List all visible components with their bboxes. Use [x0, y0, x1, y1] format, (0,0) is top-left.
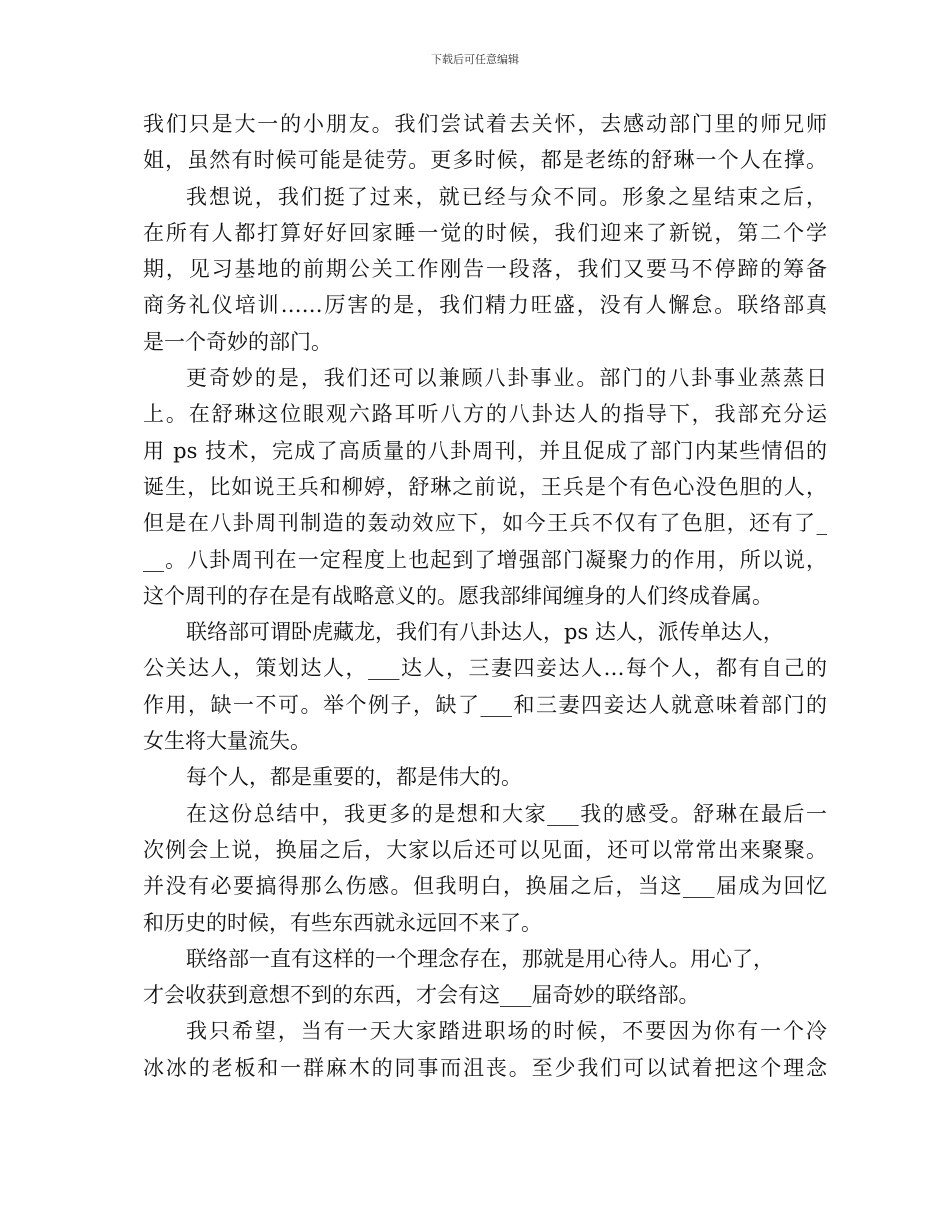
text-line: 并没有必要搞得那么伤感。但我明白，换届之后，当这___届成为回忆: [143, 874, 827, 899]
text-line: 才会收获到意想不到的东西，才会有这___届奇妙的联络部。: [143, 983, 700, 1008]
text-line: 我们只是大一的小朋友。我们尝试着去关怀，去感动部门里的师兄师: [143, 112, 827, 136]
text-line: 期，见习基地的前期公关工作刚告一段落，我们又要马不停蹄的筹备: [143, 257, 827, 282]
page-header-note: 下载后可任意编辑: [431, 53, 519, 66]
text-line: 用 ps 技术，完成了高质量的八卦周刊，并且促成了部门内某些情侣的: [143, 438, 827, 463]
text-line: 商务礼仪培训……厉害的是，我们精力旺盛，没有人懈怠。联络部真: [143, 293, 827, 318]
text-line: 但是在八卦周刊制造的轰动效应下，如今王兵不仅有了色胆，还有了_: [143, 511, 827, 536]
text-line: 上。在舒琳这位眼观六路耳听八方的八卦达人的指导下，我部充分运: [143, 402, 827, 427]
text-line: 作用，缺一不可。举个例子，缺了___和三妻四妾达人就意味着部门的: [143, 692, 827, 717]
text-line: 是一个奇妙的部门。: [143, 329, 332, 354]
document-body: [143, 106, 827, 1086]
text-line: 和历史的时候，有些东西就永远回不来了。: [143, 910, 542, 935]
text-line: 冰冰的老板和一群麻木的同事而沮丧。至少我们可以试着把这个理念: [143, 1055, 827, 1080]
text-line: 联络部一直有这样的一个理念存在，那就是用心待人。用心了，: [186, 946, 774, 971]
text-line: 诞生，比如说王兵和柳婷，舒琳之前说，王兵是个有色心没色胆的人，: [143, 474, 827, 499]
text-line: 姐，虽然有时候可能是徒劳。更多时候，都是老练的舒琳一个人在撑。: [143, 148, 827, 173]
text-line: 次例会上说，换届之后，大家以后还可以见面，还可以常常出来聚聚。: [143, 837, 827, 862]
text-line: 在这份总结中，我更多的是想和大家___我的感受。舒琳在最后一: [186, 801, 827, 826]
text-line: 女生将大量流失。: [143, 729, 311, 754]
text-line: 我想说，我们挺了过来，就已经与众不同。形象之星结束之后，: [186, 184, 827, 209]
text-line: 在所有人都打算好好回家睡一觉的时候，我们迎来了新锐，第二个学: [143, 220, 827, 245]
text-line: 公关达人，策划达人，___达人，三妻四妾达人…每个人，都有自己的: [143, 656, 827, 681]
text-line: 这个周刊的存在是有战略意义的。愿我部绯闻缠身的人们终成眷属。: [143, 583, 773, 608]
text-line: 我只希望，当有一天大家踏进职场的时候，不要因为你有一个冷: [186, 1019, 827, 1044]
text-line: 联络部可谓卧虎藏龙，我们有八卦达人，ps 达人，派传单达人，: [186, 620, 784, 645]
text-line: 每个人，都是重要的，都是伟大的。: [186, 765, 522, 790]
text-line: __。八卦周刊在一定程度上也起到了增强部门凝聚力的作用，所以说，: [143, 547, 827, 572]
text-line: 更奇妙的是，我们还可以兼顾八卦事业。部门的八卦事业蒸蒸日: [186, 366, 827, 391]
